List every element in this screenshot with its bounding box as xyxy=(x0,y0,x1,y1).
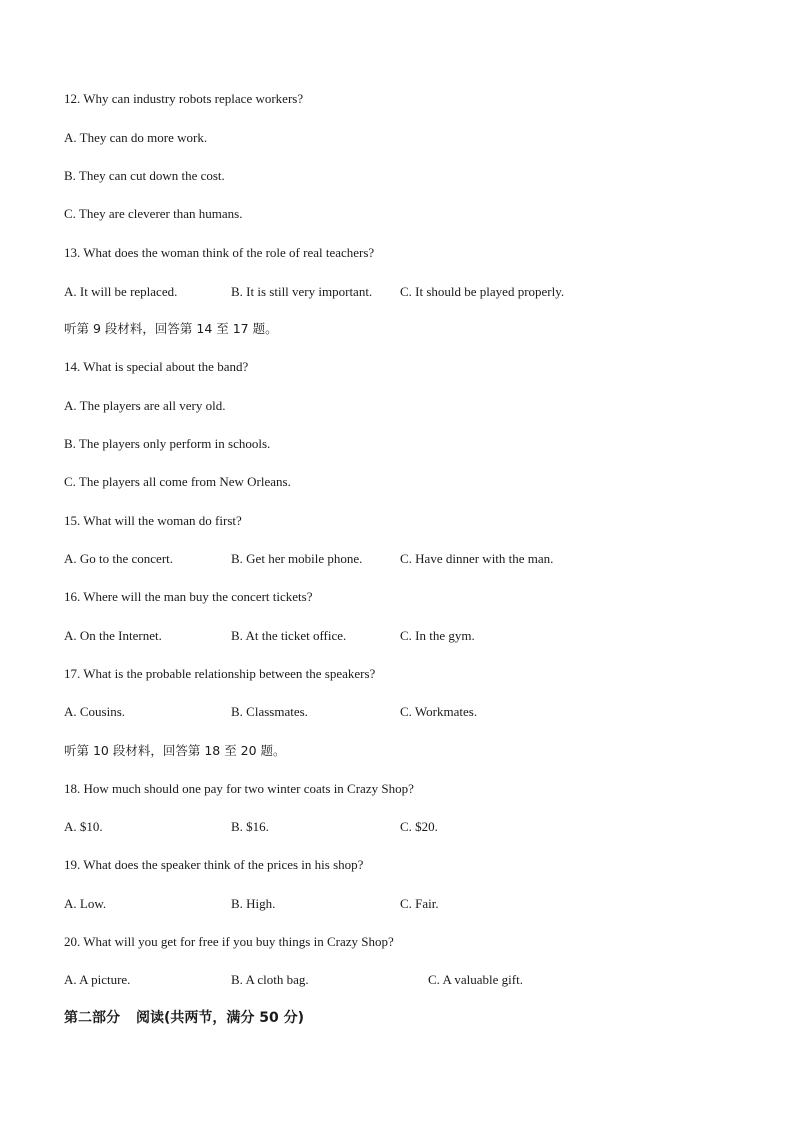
q12-option-c: C. They are cleverer than humans. xyxy=(64,206,243,221)
q14-option-b: B. The players only perform in schools. xyxy=(64,436,271,451)
q20-option-c: C. A valuable gift. xyxy=(428,972,523,987)
q18-option-b: B. $16. xyxy=(231,819,269,834)
part-2-label: 第二部分 xyxy=(64,1010,120,1026)
part-2-heading xyxy=(64,1010,304,1026)
q20-option-a: A. A picture. xyxy=(64,972,131,987)
question-15: 15. What will the woman do first? xyxy=(64,513,242,528)
section-9-instruction: 听第 9 段材料，回答第 14 至 17 题。 xyxy=(64,321,278,336)
q20-option-b: B. A cloth bag. xyxy=(231,972,309,987)
q15-option-a: A. Go to the concert. xyxy=(64,551,174,566)
question-17: 17. What is the probable relationship between the speakers? xyxy=(64,666,376,681)
q17-option-c: C. Workmates. xyxy=(400,704,478,719)
question-13: 13. What does the woman think of the role of real teachers? xyxy=(64,245,375,260)
q17-option-a: A. Cousins. xyxy=(64,704,126,719)
q19-option-b: B. High. xyxy=(231,896,276,911)
q16-option-a: A. On the Internet. xyxy=(64,628,162,643)
q16-option-c: C. In the gym. xyxy=(400,628,475,643)
question-19: 19. What does the speaker think of the prices in his shop? xyxy=(64,857,364,872)
q17-option-b: B. Classmates. xyxy=(231,704,308,719)
q13-option-a: A. It will be replaced. xyxy=(64,284,178,299)
q18-option-a: A. $10. xyxy=(64,819,103,834)
question-14: 14. What is special about the band? xyxy=(64,359,249,374)
section-10-instruction: 听第 10 段材料，回答第 18 至 20 题。 xyxy=(64,743,286,758)
part-2-title: 阅读(共两节，满分 50 分) xyxy=(136,1010,305,1026)
q13-option-c: C. It should be played properly. xyxy=(400,284,565,299)
question-18: 18. How much should one pay for two winter coats in Crazy Shop? xyxy=(64,781,414,796)
q15-option-c: C. Have dinner with the man. xyxy=(400,551,554,566)
q15-option-b: B. Get her mobile phone. xyxy=(231,551,363,566)
q14-option-c: C. The players all come from New Orleans. xyxy=(64,474,291,489)
question-20: 20. What will you get for free if you buy things in Crazy Shop? xyxy=(64,934,394,949)
q18-option-c: C. $20. xyxy=(400,819,438,834)
q16-option-b: B. At the ticket office. xyxy=(231,628,347,643)
q12-option-b: B. They can cut down the cost. xyxy=(64,168,225,183)
question-12: 12. Why can industry robots replace workers? xyxy=(64,91,304,106)
question-16: 16. Where will the man buy the concert tickets? xyxy=(64,589,313,604)
q19-option-c: C. Fair. xyxy=(400,896,439,911)
q12-option-a: A. They can do more work. xyxy=(64,130,208,145)
q13-option-b: B. It is still very important. xyxy=(231,284,373,299)
q14-option-a: A. The players are all very old. xyxy=(64,398,226,413)
q19-option-a: A. Low. xyxy=(64,896,107,911)
